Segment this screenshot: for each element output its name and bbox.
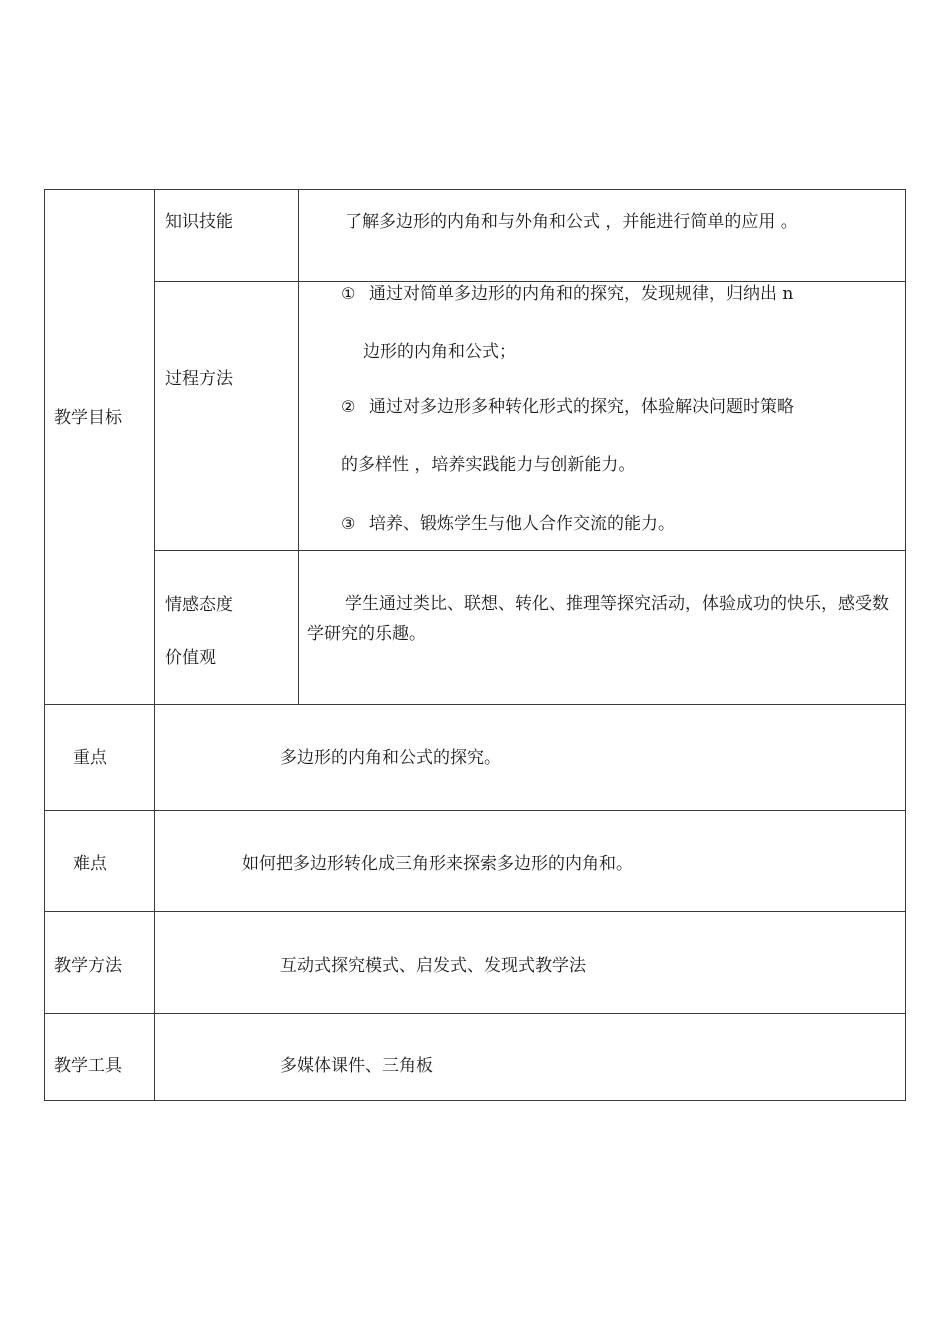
difficulty-text: 如何把多边形转化成三角形来探索多边形的内角和。 xyxy=(242,854,633,874)
row-divider-key-point xyxy=(44,810,906,811)
emotion-text: 学生通过类比、联想、转化、推理等探究活动，体验成功的快乐，感受数学研究的乐趣。 xyxy=(307,594,889,644)
knowledge-text: 了解多边形的内角和与外角和公式 ，并能进行简单的应用 。 xyxy=(345,212,798,232)
table-border-right xyxy=(905,189,906,1101)
process-item2-line2: 的多样性 ，培养实践能力与创新能力。 xyxy=(341,455,636,475)
method-label: 教学方法 xyxy=(54,956,122,976)
emotion-label-line2: 价值观 xyxy=(165,648,216,668)
process-item2-mark: ② xyxy=(341,397,356,416)
method-text: 互动式探究模式、启发式、发现式教学法 xyxy=(280,956,586,976)
process-item1-line2: 边形的内角和公式； xyxy=(363,342,516,362)
knowledge-label: 知识技能 xyxy=(165,212,233,232)
sublabel-column-divider xyxy=(298,189,299,704)
process-label: 过程方法 xyxy=(165,369,233,389)
key-point-label: 重点 xyxy=(73,748,107,768)
emotion-label-line1: 情感态度 xyxy=(165,595,233,615)
row-divider-method xyxy=(44,1013,906,1014)
row-divider-knowledge xyxy=(154,281,906,282)
tools-text: 多媒体课件、三角板 xyxy=(280,1056,433,1076)
tools-label: 教学工具 xyxy=(54,1056,122,1076)
table-border-bottom xyxy=(44,1100,906,1101)
process-item1-mark: ① xyxy=(341,284,356,303)
process-item2-line1: 通过对多边形多种转化形式的探究，体验解决问题时策略 xyxy=(369,397,794,417)
difficulty-label: 难点 xyxy=(73,854,107,874)
table-border-top xyxy=(44,189,906,190)
row-divider-difficulty xyxy=(44,911,906,912)
row-divider-process xyxy=(154,550,906,551)
label-column-divider xyxy=(154,189,155,1101)
process-item3-line1: 培养、锻炼学生与他人合作交流的能力。 xyxy=(369,514,675,534)
row-divider-objectives xyxy=(44,704,906,705)
process-item3-mark: ③ xyxy=(341,514,356,533)
objectives-label: 教学目标 xyxy=(54,408,122,428)
process-item1-line1: 通过对简单多边形的内角和的探究，发现规律，归纳出 n xyxy=(369,284,794,304)
table-border-left xyxy=(44,189,45,1101)
key-point-text: 多边形的内角和公式的探究。 xyxy=(280,748,501,768)
lesson-plan-table xyxy=(44,189,906,1101)
